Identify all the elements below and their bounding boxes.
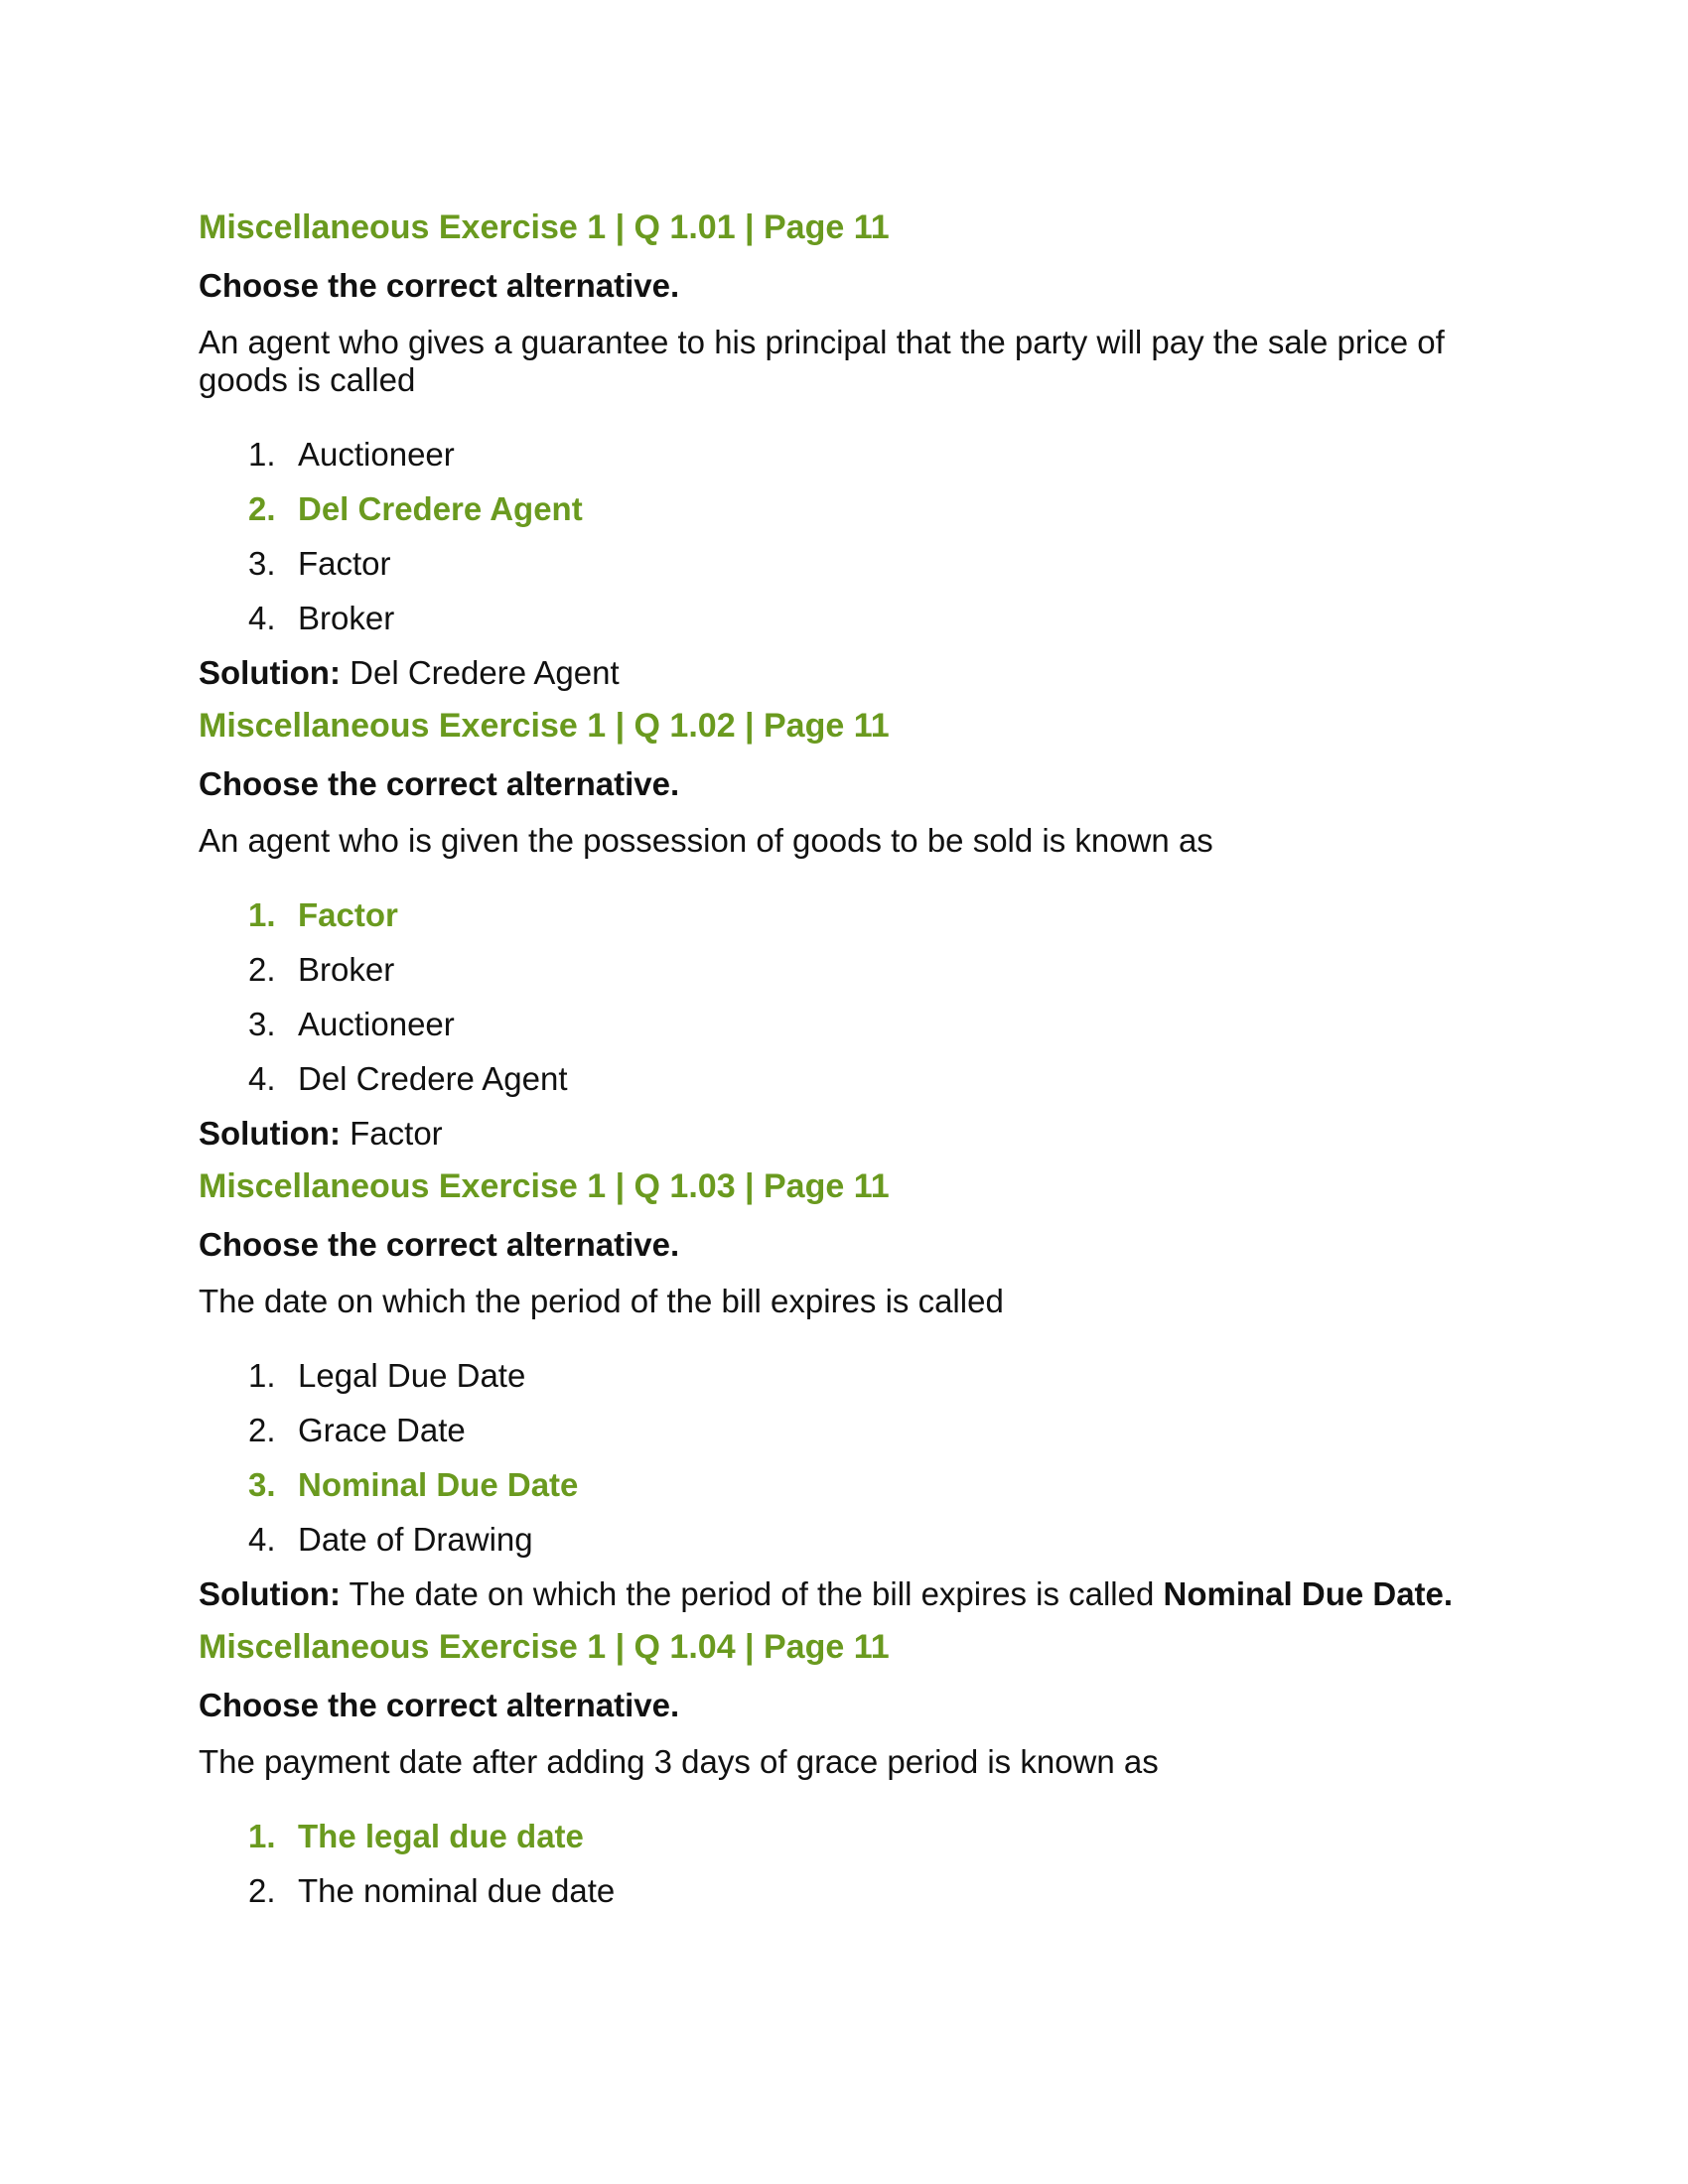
question-heading: Miscellaneous Exercise 1 | Q 1.02 | Page 11 xyxy=(199,707,890,745)
option-item xyxy=(248,591,1489,645)
solution xyxy=(199,1114,1489,1154)
option-label: Factor xyxy=(298,896,398,933)
option-number: 2. xyxy=(248,1412,276,1448)
question-instruction: Choose the correct alternative. xyxy=(199,1226,680,1263)
question-instruction: Choose the correct alternative. xyxy=(199,1687,680,1723)
option-number: 1. xyxy=(248,1357,276,1394)
option-list xyxy=(199,427,1489,645)
option-label: Del Credere Agent xyxy=(298,1060,568,1097)
option-label: Grace Date xyxy=(298,1412,466,1448)
option-item xyxy=(248,536,1489,591)
option-item-correct xyxy=(248,1809,1489,1863)
option-list xyxy=(199,1809,1489,1918)
question-instruction: Choose the correct alternative. xyxy=(199,267,680,304)
question-text: The date on which the period of the bill expires is called xyxy=(199,1283,1004,1319)
question-instruction: Choose the correct alternative. xyxy=(199,765,680,802)
option-item xyxy=(248,942,1489,997)
option-number: 2. xyxy=(248,951,276,988)
option-label: Auctioneer xyxy=(298,436,455,473)
question-3 xyxy=(199,1165,1489,1614)
option-number: 2. xyxy=(248,490,276,527)
option-item-correct xyxy=(248,887,1489,942)
option-item xyxy=(248,1403,1489,1457)
solution-text: The date on which the period of the bill expires is called xyxy=(340,1575,1164,1612)
question-text: The payment date after adding 3 days of grace period is known as xyxy=(199,1743,1159,1780)
question-4 xyxy=(199,1626,1489,1918)
option-label: Auctioneer xyxy=(298,1006,455,1042)
question-2 xyxy=(199,705,1489,1154)
option-item xyxy=(248,1863,1489,1918)
solution-text: Factor xyxy=(340,1115,443,1152)
solution-label: Solution: xyxy=(199,1115,341,1152)
option-number: 1. xyxy=(248,896,276,933)
question-text: An agent who gives a guarantee to his principal that the party will pay the sale price of goods is called xyxy=(199,324,1445,398)
document-page xyxy=(199,206,1489,1926)
option-item xyxy=(248,1512,1489,1567)
option-number: 4. xyxy=(248,1060,276,1097)
option-label: Nominal Due Date xyxy=(298,1466,579,1503)
option-number: 4. xyxy=(248,1521,276,1558)
option-number: 1. xyxy=(248,436,276,473)
option-number: 3. xyxy=(248,1006,276,1042)
option-label: Broker xyxy=(298,951,395,988)
solution-text: Del Credere Agent xyxy=(340,654,620,691)
question-heading: Miscellaneous Exercise 1 | Q 1.03 | Page 11 xyxy=(199,1167,890,1205)
solution xyxy=(199,1574,1489,1614)
option-label: Factor xyxy=(298,545,391,582)
solution-label: Solution: xyxy=(199,1575,341,1612)
option-label: The legal due date xyxy=(298,1818,584,1854)
option-number: 1. xyxy=(248,1818,276,1854)
option-item xyxy=(248,997,1489,1051)
question-heading: Miscellaneous Exercise 1 | Q 1.01 | Page 11 xyxy=(199,208,890,246)
option-item xyxy=(248,427,1489,481)
option-list xyxy=(199,1348,1489,1567)
option-label: Del Credere Agent xyxy=(298,490,583,527)
option-number: 3. xyxy=(248,545,276,582)
option-item-correct xyxy=(248,1457,1489,1512)
option-number: 4. xyxy=(248,600,276,636)
option-label: Date of Drawing xyxy=(298,1521,533,1558)
solution-answer: Nominal Due Date. xyxy=(1163,1575,1454,1612)
question-heading: Miscellaneous Exercise 1 | Q 1.04 | Page 11 xyxy=(199,1628,890,1666)
option-item-correct xyxy=(248,481,1489,536)
option-label: The nominal due date xyxy=(298,1872,616,1909)
option-label: Broker xyxy=(298,600,395,636)
solution-label: Solution: xyxy=(199,654,341,691)
option-item xyxy=(248,1051,1489,1106)
solution xyxy=(199,653,1489,693)
option-number: 3. xyxy=(248,1466,276,1503)
question-text: An agent who is given the possession of goods to be sold is known as xyxy=(199,822,1213,859)
option-item xyxy=(248,1348,1489,1403)
option-label: Legal Due Date xyxy=(298,1357,526,1394)
option-list xyxy=(199,887,1489,1106)
option-number: 2. xyxy=(248,1872,276,1909)
question-1 xyxy=(199,206,1489,693)
